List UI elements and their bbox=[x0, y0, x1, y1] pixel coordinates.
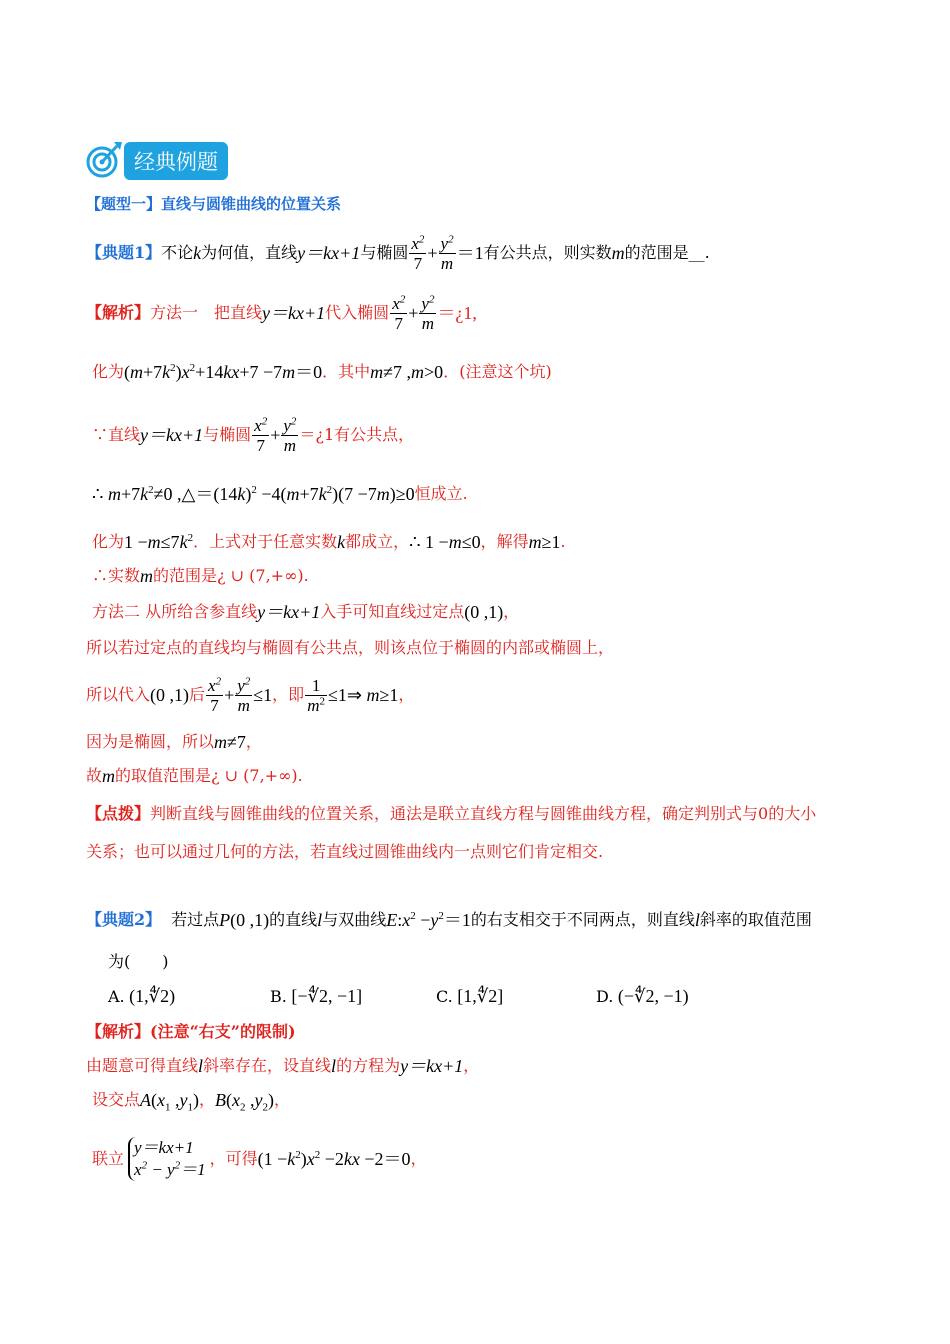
example-1: 【典题1】 不论 k 为何值，直线 y＝kx+1 与椭圆 $\frac{x^2}{7}$ + $\frac{y^2}{m}$ ＝1 有公共点，则实数 m 的范围是__. bbox=[86, 232, 710, 273]
sol1-text-3b: 与椭圆 bbox=[203, 425, 252, 444]
example-2-tag: 【典题2】 bbox=[86, 910, 162, 929]
ex2-text-3: 与双曲线 bbox=[322, 910, 387, 929]
tip-text-1: 判断直线与圆锥曲线的位置关系，通法是联立直线方程与圆锥曲线方程，确定判别式与0的大小 bbox=[150, 804, 817, 823]
solution-1-tag: 【解析】 bbox=[86, 303, 151, 322]
sol2-text-2a: 设交点 bbox=[92, 1090, 141, 1109]
sol1-text-2a: 化为 bbox=[92, 362, 125, 381]
sol1-text-5c: 都成立， bbox=[345, 532, 410, 551]
example-1-text-e: 的范围是__. bbox=[624, 243, 710, 262]
sol1-text-1c: ＝¿1, bbox=[437, 303, 477, 323]
option-c[interactable]: C. [1,∜2] bbox=[436, 986, 504, 1006]
sol1-text-5b: ．上式对于任意实数 bbox=[193, 532, 338, 551]
option-d-label: D. bbox=[596, 987, 614, 1006]
ex2-text-1: 若过点 bbox=[171, 910, 220, 929]
example-1-text-d: 有公共点，则实数 bbox=[483, 243, 612, 262]
solution-1-line-5: 化为 $1 -m\le 7k^2$ ．上式对于任意实数 k 都成立， ∴ 1 −m≤0 ，解得 m≥1 . bbox=[92, 532, 566, 552]
sol1-text-7b: 入手可知直线过定点 bbox=[320, 602, 465, 621]
solution-1-line-6: ∴实数 m 的范围是¿ ∪ (7,+∞). bbox=[92, 566, 309, 586]
solution-1-line-11: 故 m 的取值范围是¿ ∪ (7,+∞). bbox=[86, 766, 303, 786]
var-m: m bbox=[611, 243, 625, 263]
tip-line-1 bbox=[86, 804, 816, 824]
solution-2-tag: 【解析】 bbox=[86, 1022, 151, 1041]
fraction-x2-7: $\frac{x^2}{7}$ bbox=[411, 232, 425, 273]
equation-system: y＝kx+1 $x^2 - y^2=1$ bbox=[128, 1137, 206, 1181]
sol2-text-1c: 的方程为 bbox=[336, 1056, 401, 1075]
ex2-text-4: 的右支相交于不同两点，则直线 bbox=[470, 910, 695, 929]
sol1-text-3c: ＝¿1有公共点， bbox=[299, 425, 415, 444]
option-a[interactable]: A. (1,∜2) bbox=[108, 986, 176, 1006]
sol2-text-1b: 斜率存在，设直线 bbox=[203, 1056, 332, 1075]
sol1-text-2b: ．其中 bbox=[322, 362, 371, 381]
ex2-text-2: 的直线 bbox=[269, 910, 318, 929]
solution-1-line-4: ∴ $m+7k^2\ne 0$ $,\triangle=(14k)^2 -4(m+7k^2)(7 -7m)\ge 0$ 恒成立. bbox=[92, 484, 468, 504]
var-k: k bbox=[193, 243, 202, 263]
sol1-text-6b: 的范围是¿ ∪ (7,+∞). bbox=[153, 566, 309, 585]
sol1-text-11b: 的取值范围是¿ ∪ (7,+∞). bbox=[115, 766, 303, 785]
sol1-text-1b: 代入椭圆 bbox=[325, 303, 390, 322]
sol2-text-3b: ，可得 bbox=[209, 1149, 258, 1168]
example-1-tag: 【典题1】 bbox=[86, 243, 162, 262]
example-1-text-a: 不论 bbox=[161, 243, 194, 262]
sol2-text-1a: 由题意可得直线 bbox=[86, 1056, 199, 1075]
example-2-line-1: 【典题2】 若过点 P(0 ,1) 的直线 l 与双曲线 $E:x^2 -y^2=1$ 的右支相交于不同两点，则直线 l 斜率的取值范围 bbox=[86, 910, 812, 930]
solution-1-line-10: 因为是椭圆，所以 m≠7 ， bbox=[86, 732, 262, 752]
sol1-text-7a: 方法二 从所给含参直线 bbox=[92, 602, 258, 621]
fraction-y2-m: $\frac{y^2}{m}$ bbox=[440, 232, 454, 273]
option-d[interactable]: D. (−∜2, −1) bbox=[596, 986, 689, 1006]
sol1-text-9a: 所以代入 bbox=[86, 685, 151, 704]
sol1-text-9b: 后 bbox=[189, 685, 206, 704]
sol1-text-5a: 化为 bbox=[92, 532, 125, 551]
tip-tag: 【点拨】 bbox=[86, 804, 151, 823]
solution-2-note: (注意“右支”的限制) bbox=[150, 1022, 296, 1041]
target-icon bbox=[84, 140, 124, 180]
sol1-text-2c: (注意这个坑) bbox=[459, 362, 552, 381]
solution-2-line-1: 由题意可得直线 l 斜率存在，设直线 l 的方程为 y＝kx+1 ， bbox=[86, 1056, 480, 1076]
sol1-text-10: 因为是椭圆，所以 bbox=[86, 732, 215, 751]
example-1-text-c: 与椭圆 bbox=[360, 243, 409, 262]
sol1-text-1a: 方法一 把直线 bbox=[150, 303, 263, 322]
solution-1-line-2: 化为 $(m+7k^2)x^2+14kx+7 -7m=0$ ．其中 m≠7 ,m>0 ． (注意这个坑) bbox=[92, 362, 552, 382]
topic-heading: 【题型一】直线与圆锥曲线的位置关系 bbox=[86, 195, 342, 213]
solution-1-line-3: ∵直线 y＝kx+1 与椭圆 $\frac{x^2}{7}$ + $\frac{y^2}{m}$ ＝¿1有公共点， bbox=[92, 414, 415, 455]
solution-1-line-7: 方法二 从所给含参直线 y＝kx+1 入手可知直线过定点 (0 ,1) ， bbox=[92, 602, 520, 622]
option-b[interactable]: B. [−∜2, −1] bbox=[270, 986, 363, 1006]
solution-2-line-3: 联立 y＝kx+1 $x^2 - y^2=1$ ，可得 $(1 -k^2)x^2 -2kx -2=0$ ， bbox=[92, 1138, 427, 1179]
tip-line-2: 关系；也可以通过几何的方法，若直线过圆锥曲线内一点则它们肯定相交. bbox=[86, 842, 604, 861]
solution-2-heading bbox=[86, 1022, 296, 1042]
option-a-label: A. bbox=[108, 987, 125, 1006]
sol2-text-3a: 联立 bbox=[92, 1149, 125, 1168]
sol1-text-4b: 恒成立. bbox=[414, 484, 468, 503]
example-2-line-2: 为( ) bbox=[108, 952, 169, 971]
section-title: 经典例题 bbox=[124, 142, 228, 180]
ex2-text-5: 斜率的取值范围 bbox=[699, 910, 812, 929]
sol1-text-9c: ，即 bbox=[272, 685, 305, 704]
solution-2-line-2: 设交点 $A(x_1$ $,y_1$) ， $B(x_2$ $,y_2$) ， bbox=[92, 1090, 291, 1114]
line-equation: y＝kx+1 bbox=[297, 243, 361, 263]
option-c-label: C. bbox=[436, 987, 453, 1006]
example-1-text-b: 为何值，直线 bbox=[201, 243, 298, 262]
option-b-label: B. bbox=[270, 987, 287, 1006]
sol1-text-6a: ∴实数 bbox=[92, 566, 141, 585]
sol1-text-11a: 故 bbox=[86, 766, 103, 785]
sol1-text-5d: ，解得 bbox=[480, 532, 529, 551]
solution-1-line-8: 所以若过定点的直线均与椭圆有公共点，则该点位于椭圆的内部或椭圆上， bbox=[86, 638, 615, 657]
solution-1-line-1: 【解析】 方法一 把直线 y＝kx+1 代入椭圆 $\frac{x^2}{7}$ + $\frac{y^2}{m}$ ＝¿1, bbox=[86, 292, 477, 333]
solution-1-line-9: 所以代入 (0 ,1) 后 $\frac{x^2}{7}$ + $\frac{y^2}{m}$ ≤1 ，即 $\frac{1}{m^2}$ ≤1⇒ m≥1 ， bbox=[86, 674, 415, 715]
sol1-text-3a: ∵直线 bbox=[92, 425, 141, 444]
